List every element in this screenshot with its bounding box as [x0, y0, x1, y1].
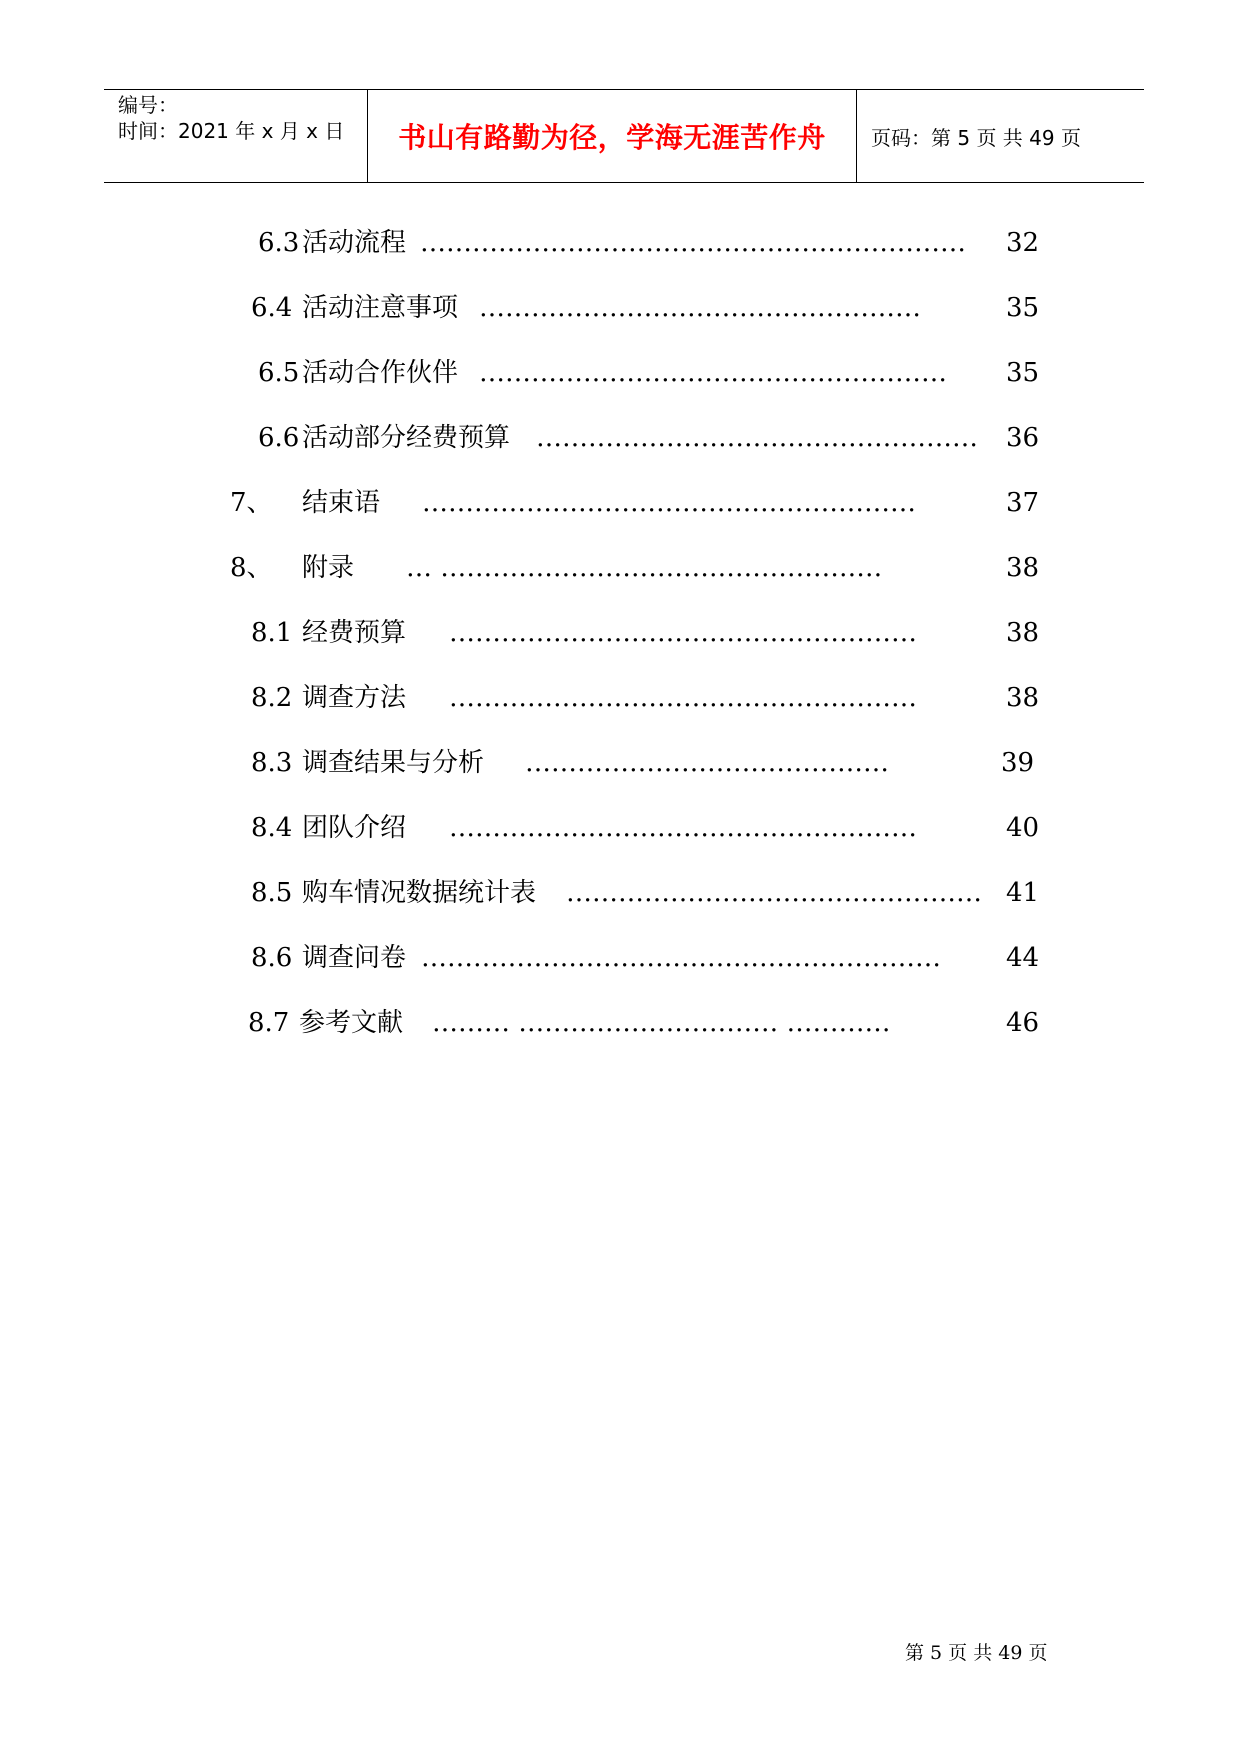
header-page-cell — [857, 90, 1144, 182]
toc-entry[interactable] — [251, 813, 1038, 843]
toc-entry[interactable] — [251, 748, 1038, 778]
toc-entry-number: 6.6 — [258, 423, 300, 453]
toc-entry-page: 32 — [1006, 228, 1040, 258]
toc-entry-page: 38 — [1006, 553, 1040, 583]
toc-entry-page: 35 — [1006, 358, 1040, 388]
toc-entry-title: 调查问卷 — [302, 943, 407, 973]
toc-entry-leader: ………………………………………………… — [422, 488, 916, 518]
toc-entry-leader: …………………………………… — [525, 748, 889, 778]
toc-entry-title: 团队介绍 — [302, 813, 407, 843]
toc-entry-title: 经费预算 — [302, 618, 407, 648]
toc-entry-title: 活动注意事项 — [302, 293, 459, 323]
toc-entry-leader: ……………………………………………… — [479, 358, 947, 388]
document-time-label: 时间：2021 年 x 月 x 日 — [118, 119, 345, 143]
toc-entry-number: 8.1 — [251, 618, 293, 648]
toc-entry-title: 附录 — [302, 553, 355, 583]
toc-entry-page: 37 — [1006, 488, 1040, 518]
toc-entry-number: 8.4 — [251, 813, 293, 843]
toc-entry-number: 7、 — [230, 488, 273, 518]
toc-entry-leader: ……………………………………………………… — [420, 228, 966, 258]
toc-entry-title: 活动流程 — [302, 228, 407, 258]
toc-entry-leader: … …………………………………………… — [406, 553, 883, 583]
page-header — [104, 89, 1144, 183]
toc-entry-leader: ………………………………………… — [566, 878, 982, 908]
toc-entry-page: 46 — [1006, 1008, 1040, 1038]
toc-entry-page: 44 — [1006, 943, 1040, 973]
toc-entry[interactable] — [251, 943, 1038, 973]
toc-entry-page: 35 — [1006, 293, 1040, 323]
toc-entry[interactable] — [248, 1008, 1038, 1038]
header-page-info: 页码：第 5 页 共 49 页 — [871, 125, 1081, 150]
header-meta-cell — [104, 90, 368, 182]
toc-entry-number: 6.5 — [258, 358, 300, 388]
toc-entry-number: 8.7 — [248, 1008, 290, 1038]
toc-entry[interactable] — [251, 618, 1038, 648]
toc-entry[interactable] — [230, 553, 1038, 583]
toc-entry-number: 8.3 — [251, 748, 293, 778]
toc-entry-page: 41 — [1006, 878, 1040, 908]
header-motto: 书山有路勤为径，学海无涯苦作舟 — [398, 121, 826, 154]
toc-entry-title: 调查方法 — [302, 683, 407, 713]
toc-entry[interactable] — [258, 228, 1038, 258]
toc-entry-leader: ……………………………………………… — [449, 813, 917, 843]
toc-entry-title: 调查结果与分析 — [302, 748, 485, 778]
toc-entry-title: 参考文献 — [299, 1008, 404, 1038]
toc-entry-number: 6.3 — [258, 228, 300, 258]
toc-entry[interactable] — [251, 683, 1038, 713]
document-number-label: 编号： — [118, 93, 178, 117]
toc-entry-title: 结束语 — [302, 488, 381, 518]
toc-entry-number: 8、 — [230, 553, 273, 583]
page-footer: 第 5 页 共 49 页 — [905, 1642, 1048, 1664]
toc-entry[interactable] — [230, 488, 1038, 518]
toc-entry[interactable] — [258, 358, 1038, 388]
header-motto-cell — [368, 90, 857, 182]
toc-entry-leader: ……………………………………………… — [449, 683, 917, 713]
toc-entry-leader: …………………………………………… — [536, 423, 978, 453]
toc-entry-number: 8.2 — [251, 683, 293, 713]
toc-entry-page: 40 — [1006, 813, 1040, 843]
toc-entry-number: 8.6 — [251, 943, 293, 973]
toc-entry-page: 38 — [1006, 618, 1040, 648]
toc-entry-title: 活动合作伙伴 — [302, 358, 459, 388]
toc-entry-number: 6.4 — [251, 293, 293, 323]
toc-entry-leader: ……… ………………………… ………… — [432, 1008, 891, 1038]
toc-entry-page: 36 — [1006, 423, 1040, 453]
toc-entry-number: 8.5 — [251, 878, 293, 908]
toc-entry-leader: …………………………………………… — [479, 293, 921, 323]
toc-entry-leader: ……………………………………………… — [449, 618, 917, 648]
toc-entry-title: 活动部分经费预算 — [302, 423, 511, 453]
toc-entry-page: 39 — [1001, 748, 1035, 778]
toc-entry-page: 38 — [1006, 683, 1040, 713]
toc-entry[interactable] — [251, 878, 1038, 908]
toc-entry[interactable] — [258, 423, 1038, 453]
toc-entry-title: 购车情况数据统计表 — [302, 878, 537, 908]
toc-entry-leader: …………………………………………………… — [421, 943, 941, 973]
toc-entry[interactable] — [251, 293, 1038, 323]
